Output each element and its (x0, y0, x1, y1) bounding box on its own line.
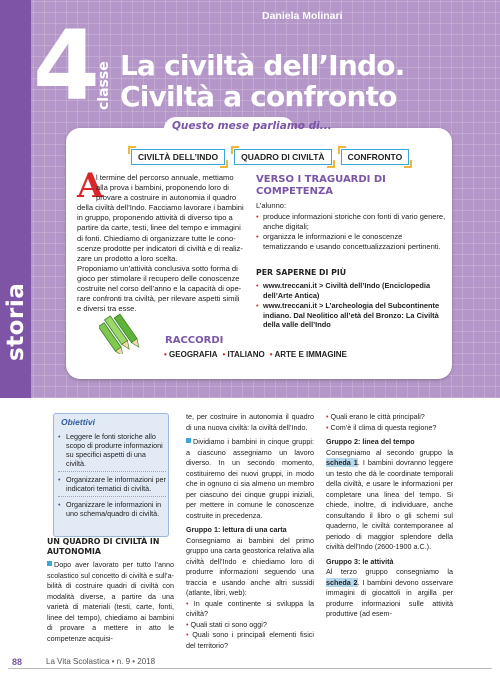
body-column-2 (186, 412, 314, 651)
group-heading: Gruppo 3: le attività (326, 556, 394, 566)
body-paragraph: Al terzo gruppo consegniamo la (326, 567, 453, 576)
traguardi-item: • produce informazioni storiche con fonti di vario genere, anche digitali; (256, 212, 446, 231)
journal-info: La Vita Scolastica • n. 9 • 2018 (46, 657, 156, 666)
raccordi-item: • ITALIANO (222, 350, 264, 359)
intro-line: Proponiamo un’attività conclusiva sotto forma di (77, 263, 238, 273)
reference-link[interactable]: www.treccani.it (263, 281, 317, 290)
question-item: • Quali sono i principali elementi fisici del territorio? (186, 630, 314, 651)
group-heading: Gruppo 2: linea del tempo (326, 437, 415, 446)
obiettivi-list (58, 432, 166, 524)
saperne-list (256, 281, 446, 331)
reference-text: > L’archeologia del Subcontinente indiano. Dal Neolitico all’età del Bronzo: La Civiltà della valle dell’Indo (263, 301, 440, 330)
scheda-link[interactable]: scheda 2 (326, 577, 358, 587)
intro-line: gioco per stimolare il recupero delle conoscenze (77, 273, 240, 283)
body-paragraph: te, per costruire in autonomia il quadro di una nuova civiltà: la civiltà dell’Indo. (186, 412, 314, 432)
raccordi-item: • GEOGRAFIA (164, 350, 217, 359)
body-paragraph: Dopo aver lavorato per tutto l’anno scolastico sul concetto di civiltà e sull’a-bilità di costruire quadri di civiltà con modalità diverse, a partire da una varietà di materiali (testi, carte, fonti, linee del tempo), chiediamo ai bambini di provare a mettere in atto le competenze acquisi- (47, 560, 174, 643)
body-paragraph: . I bambini dovranno leggere un testo che dà le coordinate temporali della civiltà, e usare le informazioni per completare una linea del tempo. Si chiede, inoltre, di individuare, anche consultando il libro o gli schemi sul quaderno, le civiltà contemporanee al periodo di maggior splendore della civiltà dell’Indo (2600-1900 a.C.). (326, 458, 453, 551)
square-bullet-icon (186, 438, 191, 443)
traguardi-section (256, 174, 446, 252)
intro-line: partire da carte, testi, linee del tempo e immagini (77, 223, 241, 233)
intro-line: alla prova i bambini, proponendo loro di (96, 183, 229, 193)
intro-text (77, 173, 255, 314)
obiettivi-heading: Obiettivi (61, 417, 96, 427)
square-bullet-icon (47, 561, 52, 566)
intro-line: scenze prodotte per indicatori di civiltà e di realiz- (77, 243, 243, 253)
body-paragraph: Consegniamo al secondo gruppo la (326, 447, 453, 457)
body-column-3 (326, 412, 453, 620)
topic-tag: CIVILTÀ DELL’INDO (131, 149, 225, 165)
question-item: • Quali erano le città principali? (326, 412, 453, 423)
grade-word: classe (96, 61, 112, 110)
intro-line: in gruppo, proponendo attività di diverso tipo a (77, 213, 233, 223)
author-name: Daniela Molinari (262, 10, 343, 22)
grade-number: 4 (33, 10, 98, 122)
page-title (120, 50, 405, 112)
traguardi-list (256, 212, 446, 251)
intro-line: zare un prodotto a loro scelta. (77, 253, 178, 263)
title-line-2: Civiltà a confronto (120, 80, 397, 113)
pencils-icon (99, 306, 151, 354)
group-heading: Gruppo 1: lettura di una carta (186, 525, 287, 534)
obiettivi-item: • Organizzare le informazioni in uno schema/quadro di civiltà. (58, 500, 166, 521)
saperne-heading: PER SAPERNE DI PIÙ (256, 268, 347, 277)
question-item: • Quali stati ci sono oggi? (186, 620, 314, 631)
intro-line: l termine del percorso annuale, mettiamo (96, 173, 234, 182)
topic-tags (131, 149, 409, 165)
card-heading: Questo mese parliamo di... (172, 120, 332, 132)
saperne-item (256, 301, 446, 330)
saperne-item (256, 281, 446, 300)
intro-line: costruite nel corso dell’anno e la capacità di ope- (77, 284, 242, 294)
question-item: • Com’è il clima di questa regione? (326, 423, 453, 434)
page-number: 88 (12, 657, 23, 667)
traguardi-subtitle: L’alunno: (256, 201, 287, 210)
traguardi-item: • organizza le informazioni e le conoscenze tematizzando e usando concettualizzazioni pertinenti. (256, 232, 446, 251)
intro-line: e diversi tra esse. (77, 304, 137, 314)
topic-tag: CONFRONTO (341, 149, 410, 165)
raccordi-item: • ARTE E IMMAGINE (270, 350, 347, 359)
intro-line: rare confronti tra civiltà, per rilevare aspetti simili (77, 294, 240, 304)
intro-line: della civiltà dell’Indo. Facciamo lavorare i bambini (77, 203, 244, 213)
scheda-link[interactable]: scheda 1 (326, 458, 358, 467)
topic-tag: QUADRO DI CIVILTÀ (234, 149, 331, 165)
raccordi-list (164, 350, 347, 359)
reference-text: > Civiltà dell’Indo (Enciclopedia dell’Arte Antica) (263, 281, 431, 300)
question-item: • In quale continente si sviluppa la civiltà? (186, 599, 314, 620)
traguardi-heading: VERSO I TRAGUARDI DI COMPETENZA (256, 174, 386, 197)
obiettivi-item: • Organizzare le informazioni per indicatori tematici di civiltà. (58, 475, 166, 497)
subject-label: storia (3, 282, 29, 361)
section-heading: UN QUADRO DI CIVILTÀ IN AUTONOMIA (47, 537, 160, 556)
drop-cap: A (77, 166, 104, 206)
obiettivi-item: • Leggere le fonti storiche allo scopo di produrre informazioni su specifici aspetti di una civiltà. (58, 432, 166, 472)
title-line-1: La civiltà dell’Indo. (120, 49, 405, 82)
body-paragraph: . I bambini devono osservare immagini di giocattoli in argilla per produrre informazioni sulle attività produttive (ad esem- (326, 577, 454, 618)
raccordi-heading: RACCORDI (165, 335, 224, 346)
body-column-1 (47, 560, 174, 644)
intro-line: provare a costruire in autonomia il quadro (96, 193, 237, 203)
intro-line: di fonti. Chiediamo di organizzare tutte le cono- (77, 233, 236, 243)
footer-divider (8, 668, 492, 669)
reference-link[interactable]: www.treccani.it (263, 301, 317, 311)
body-paragraph: Consegniamo ai bambini del primo gruppo una carta geostorica relativa alla civiltà dell’Indo e chiediamo loro di produrre informazioni seguendo una traccia e usando anche altri sussidi (atlante, libri, web): (186, 535, 314, 597)
body-paragraph: Dividiamo i bambini in cinque gruppi: a ciascuno assegniamo un lavoro diverso. In un secondo momento, costituiremo dei nuovi gruppi, in modo che in ognuno ci sia almeno un membro per ciascuno dei cinque gruppi iniziali, per mettere in comune le conoscenze costruite in precedenza. (186, 437, 314, 520)
